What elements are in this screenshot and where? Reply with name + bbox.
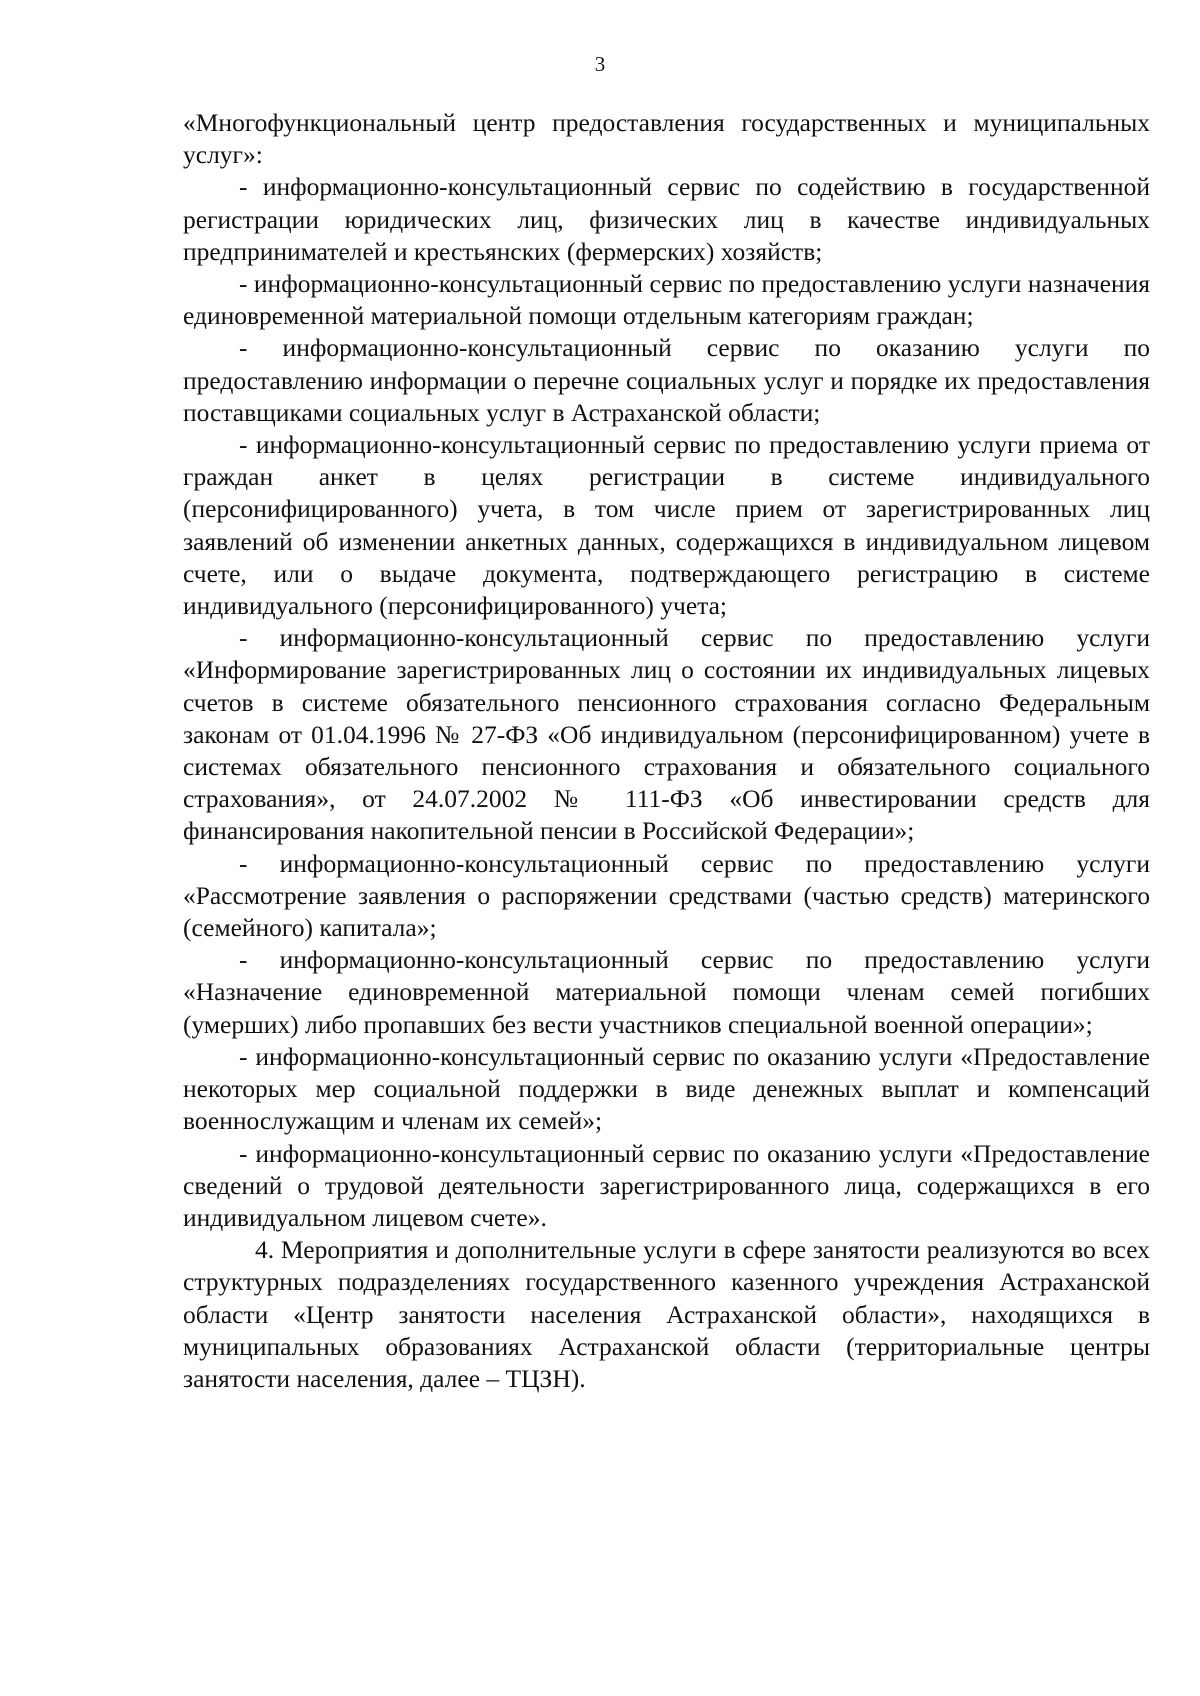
- paragraph-service-registration: - информационно-консультационный сервис по содействию в государственной регистрации юридических лиц, физических лиц в качестве индивидуальных предпринимателей и крестьянских (фермерских) хозяйств;: [183, 172, 1150, 266]
- paragraph-service-pension-accounts: - информационно-консультационный сервис по предоставлению услуги «Информирование зарегистрированных лиц о состоянии их индивидуальных лицевых счетов в системе обязательного пенсионного страхования согласно Федеральным законам от 01.04.1996 № 27-ФЗ «Об индивидуальном (персонифицированном) учете в системах обязательного пенсионного страхования и обязательного социального страхования», от 24.07.2002 № 111-ФЗ «Об инвестировании средств для финансирования накопительной пенсии в Российской Федерации»;: [183, 623, 1150, 846]
- paragraph-service-svo-families-aid: - информационно-консультационный сервис по предоставлению услуги «Назначение единовременной материальной помощи членам семей погибших (умерших) либо пропавших без вести участников специальной военной операции»;: [183, 945, 1150, 1039]
- paragraph-service-labor-activity: - информационно-консультационный сервис по оказанию услуги «Предоставление сведений о трудовой деятельности зарегистрированного лица, содержащихся в его индивидуальном лицевом счете».: [183, 1138, 1150, 1232]
- paragraph-item-4-employment: 4. Мероприятия и дополнительные услуги в сфере занятости реализуются во всех структурных подразделениях государственного казенного учреждения Астраханской области «Центр занятости населения Астраханской области», находящихся в муниципальных образованиях Астраханской области (территориальные центры занятости населения, далее – ТЦЗН).: [183, 1235, 1150, 1393]
- paragraph-service-material-aid: - информационно-консультационный сервис по предоставлению услуги назначения единовременной материальной помощи отдельным категориям граждан;: [183, 269, 1150, 331]
- paragraph-service-maternity-capital: - информационно-консультационный сервис по предоставлению услуги «Рассмотрение заявления о распоряжении средствами (частью средств) материнского (семейного) капитала»;: [183, 848, 1150, 943]
- paragraph-service-military-support: - информационно-консультационный сервис по оказанию услуги «Предоставление некоторых мер социальной поддержки в виде денежных выплат и компенсаций военнослужащим и членам их семей»;: [183, 1041, 1150, 1136]
- paragraph-service-social-services-info: - информационно-консультационный сервис по оказанию услуги по предоставлению информации о перечне социальных услуг и порядке их предоставления поставщиками социальных услуг в Астраханской области;: [183, 333, 1150, 427]
- page-number: 3: [594, 52, 606, 76]
- paragraph-service-personified-accounting: - информационно-консультационный сервис по предоставлению услуги приема от граждан анкет в целях регистрации в системе индивидуального (персонифицированного) учета, в том числе прием от зарегистрированных лиц заявлений об изменении анкетных данных, содержащихся в индивидуальном лицевом счете, или о выдаче документа, подтверждающего регистрацию в системе индивидуального (персонифицированного) учета;: [183, 430, 1150, 621]
- document-body: [183, 107, 1150, 1395]
- paragraph-mfc-heading: «Многофункциональный центр предоставления государственных и муниципальных услуг»:: [183, 108, 1150, 170]
